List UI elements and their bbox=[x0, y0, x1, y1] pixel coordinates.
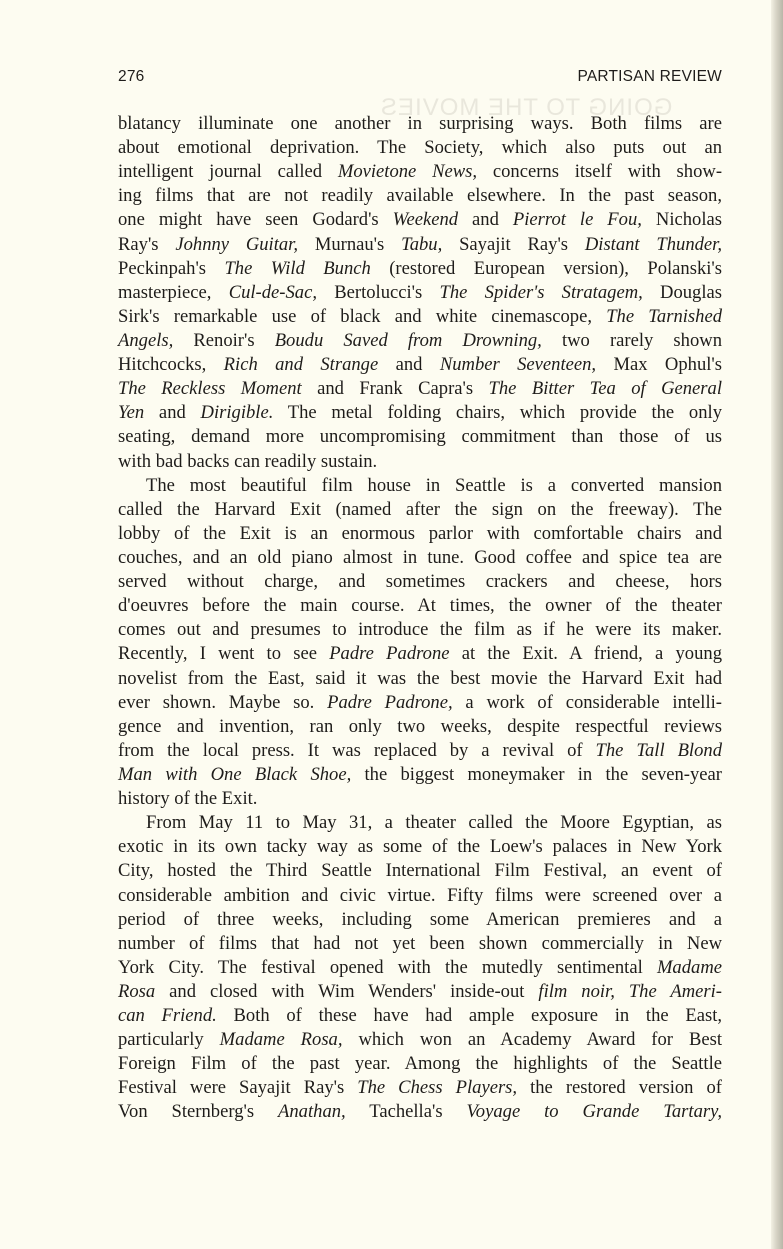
italic-title: Boudu Saved from Drowning, bbox=[274, 329, 542, 351]
italic-title: Angels, bbox=[118, 329, 174, 351]
text-line bbox=[118, 642, 722, 666]
text-run: (restored European version), Polanski's bbox=[370, 257, 723, 279]
text-line bbox=[118, 281, 722, 305]
text-line bbox=[118, 160, 722, 184]
text-line bbox=[118, 835, 722, 859]
text-run: The most beautiful film house in Seattle is a converted mansion bbox=[146, 474, 722, 496]
text-line bbox=[118, 546, 722, 570]
text-run: served without charge, and sometimes crackers and cheese, hors bbox=[118, 571, 722, 593]
italic-title: Madame bbox=[656, 956, 722, 978]
text-run: Peckinpah's bbox=[118, 257, 225, 279]
italic-title: Rich and Strange bbox=[223, 354, 379, 376]
italic-title: The Tarnished bbox=[606, 305, 722, 327]
text-run: from the local press. It was replaced by a revival of bbox=[118, 739, 596, 761]
italic-title: Padre Padrone, bbox=[327, 691, 453, 713]
text-run: Murnau's bbox=[298, 233, 402, 255]
text-line bbox=[118, 811, 722, 835]
text-run: one might have seen Godard's bbox=[118, 209, 393, 231]
text-line bbox=[118, 956, 722, 980]
italic-title: Voyage to Grande Tartary, bbox=[466, 1101, 722, 1123]
italic-title: Man with One Black Shoe, bbox=[118, 763, 352, 785]
text-run: concerns itself with show- bbox=[477, 161, 723, 183]
text-run: d'oeuvres before the main course. At times, the owner of the theater bbox=[118, 595, 722, 617]
text-run: blatancy illuminate one another in surprising ways. Both films are bbox=[118, 113, 722, 134]
italic-title: Dirigible. bbox=[200, 402, 274, 424]
text-line bbox=[118, 425, 722, 449]
text-run: Tachella's bbox=[345, 1101, 467, 1123]
text-line bbox=[118, 1052, 722, 1076]
text-run: Douglas bbox=[642, 281, 723, 303]
page-number: 276 bbox=[118, 68, 145, 85]
text-line bbox=[118, 450, 722, 474]
text-run: two rarely shown bbox=[541, 329, 722, 351]
text-line bbox=[118, 1076, 722, 1100]
italic-title: Padre Padrone bbox=[329, 643, 450, 665]
italic-title: The Spider's Stratagem, bbox=[439, 281, 643, 303]
text-run: ing films that are not readily available elsewhere. In the past season, bbox=[118, 185, 722, 207]
text-line bbox=[118, 618, 722, 642]
text-line bbox=[118, 739, 722, 763]
text-run: gence and invention, ran only two weeks, despite respectful reviews bbox=[118, 715, 722, 737]
text-run: Hitchcocks, bbox=[118, 354, 224, 376]
text-run: which won an Academy Award for Best bbox=[342, 1029, 722, 1051]
text-run: Renoir's bbox=[173, 329, 275, 351]
text-line bbox=[118, 884, 722, 908]
italic-title: The Tall Blond bbox=[595, 739, 722, 761]
text-run: the biggest moneymaker in the seven-year bbox=[351, 763, 722, 785]
text-line bbox=[118, 305, 722, 329]
text-line bbox=[118, 715, 722, 739]
text-run: and Frank Capra's bbox=[301, 378, 489, 400]
text-run: the restored version of bbox=[517, 1077, 722, 1099]
text-line bbox=[118, 353, 722, 377]
text-run: lobby of the Exit is an enormous parlor with comfortable chairs and bbox=[118, 522, 722, 544]
text-line bbox=[118, 1004, 722, 1028]
text-run: number of films that had not yet been shown commercially in New bbox=[118, 932, 722, 954]
italic-title: The Reckless Moment bbox=[118, 378, 302, 400]
text-line bbox=[118, 136, 722, 160]
text-run: masterpiece, bbox=[118, 281, 229, 303]
italic-title: film noir, The Ameri- bbox=[538, 980, 722, 1002]
italic-title: Rosa bbox=[118, 980, 156, 1002]
text-line bbox=[118, 377, 722, 401]
italic-title: Distant Thunder, bbox=[584, 233, 722, 255]
text-run: Max Ophul's bbox=[596, 354, 722, 376]
text-run: Bertolucci's bbox=[316, 281, 440, 303]
text-run: history of the Exit. bbox=[118, 788, 258, 810]
italic-title: Anathan, bbox=[278, 1101, 346, 1123]
text-run: Foreign Film of the past year. Among the highlights of the Seattle bbox=[118, 1053, 722, 1075]
running-header bbox=[118, 68, 722, 92]
text-run: Ray's bbox=[118, 233, 176, 255]
text-run: couches, and an old piano almost in tune. Good coffee and spice tea are bbox=[118, 546, 722, 568]
text-run: City, hosted the Third Seattle International Film Festival, an event of bbox=[118, 860, 722, 882]
italic-title: can Friend. bbox=[118, 1005, 217, 1027]
article-body bbox=[118, 112, 722, 1125]
text-line bbox=[118, 329, 722, 353]
text-run: exotic in its own tacky way as some of the Loew's palaces in New York bbox=[118, 836, 722, 858]
italic-title: Pierrot le Fou, bbox=[512, 209, 642, 231]
text-run: at the Exit. A friend, a young bbox=[449, 643, 722, 665]
text-run: York City. The festival opened with the mutedly sentimental bbox=[118, 956, 657, 978]
text-run: Nicholas bbox=[641, 209, 722, 231]
text-run: Von Sternberg's bbox=[118, 1101, 279, 1123]
text-line bbox=[118, 787, 722, 811]
italic-title: Johnny Guitar, bbox=[175, 233, 299, 255]
text-line bbox=[118, 233, 722, 257]
italic-title: The Bitter Tea of General bbox=[488, 378, 722, 400]
text-run: called the Harvard Exit (named after the sign on the freeway). The bbox=[118, 498, 722, 520]
text-run: ever shown. Maybe so. bbox=[118, 691, 328, 713]
italic-title: Cul-de-Sac, bbox=[228, 281, 317, 303]
bleed-through-text: GOING TO THE MOVIES bbox=[380, 94, 673, 121]
italic-title: Movietone News, bbox=[337, 161, 478, 183]
page-edge-shadow bbox=[771, 0, 783, 1249]
text-line bbox=[118, 522, 722, 546]
text-line bbox=[118, 1100, 722, 1124]
text-line bbox=[118, 184, 722, 208]
text-run: novelist from the East, said it was the best movie the Harvard Exit had bbox=[118, 667, 722, 689]
italic-title: Yen bbox=[118, 402, 145, 424]
text-line bbox=[118, 691, 722, 715]
text-line bbox=[118, 570, 722, 594]
text-run: From May 11 to May 31, a theater called the Moore Egyptian, as bbox=[146, 812, 722, 834]
text-line bbox=[118, 859, 722, 883]
italic-title: The Wild Bunch bbox=[224, 257, 371, 279]
text-run: and bbox=[144, 402, 201, 424]
text-run: Festival were Sayajit Ray's bbox=[118, 1077, 358, 1099]
text-line bbox=[118, 208, 722, 232]
text-run: considerable ambition and civic virtue. Fifty films were screened over a bbox=[118, 884, 722, 906]
text-run: about emotional deprivation. The Society, which also puts out an bbox=[118, 137, 722, 159]
text-run: particularly bbox=[118, 1029, 220, 1051]
text-run: with bad backs can readily sustain. bbox=[118, 450, 378, 472]
text-run: and bbox=[458, 209, 513, 231]
text-run: period of three weeks, including some American premieres and a bbox=[118, 908, 722, 930]
text-line bbox=[118, 112, 722, 136]
text-line bbox=[118, 980, 722, 1004]
text-run: seating, demand more uncompromising commitment than those of us bbox=[118, 426, 722, 448]
text-line bbox=[118, 667, 722, 691]
text-run: comes out and presumes to introduce the film as if he were its maker. bbox=[118, 619, 722, 641]
text-line bbox=[118, 594, 722, 618]
text-run: Both of these have had ample exposure in the East, bbox=[216, 1005, 723, 1027]
text-line bbox=[118, 1028, 722, 1052]
journal-title: PARTISAN REVIEW bbox=[577, 68, 722, 85]
text-line bbox=[118, 401, 722, 425]
text-line bbox=[118, 474, 722, 498]
italic-title: The Chess Players, bbox=[357, 1077, 518, 1099]
text-run: and closed with Wim Wenders' inside-out bbox=[155, 980, 539, 1002]
text-line bbox=[118, 932, 722, 956]
text-run: Sirk's remarkable use of black and white cinemascope, bbox=[118, 305, 607, 327]
text-run: Recently, I went to see bbox=[118, 643, 330, 665]
text-run: The metal folding chairs, which provide the only bbox=[273, 402, 722, 424]
text-run: intelligent journal called bbox=[118, 161, 338, 183]
text-line bbox=[118, 763, 722, 787]
text-run: a work of considerable intelli- bbox=[452, 691, 722, 713]
text-line bbox=[118, 257, 722, 281]
text-line bbox=[118, 908, 722, 932]
italic-title: Number Seventeen, bbox=[439, 354, 597, 376]
text-run: Sayajit Ray's bbox=[442, 233, 585, 255]
text-line bbox=[118, 498, 722, 522]
italic-title: Weekend bbox=[392, 209, 459, 231]
italic-title: Madame Rosa, bbox=[219, 1029, 343, 1051]
italic-title: Tabu, bbox=[401, 233, 443, 255]
text-run: and bbox=[378, 354, 440, 376]
